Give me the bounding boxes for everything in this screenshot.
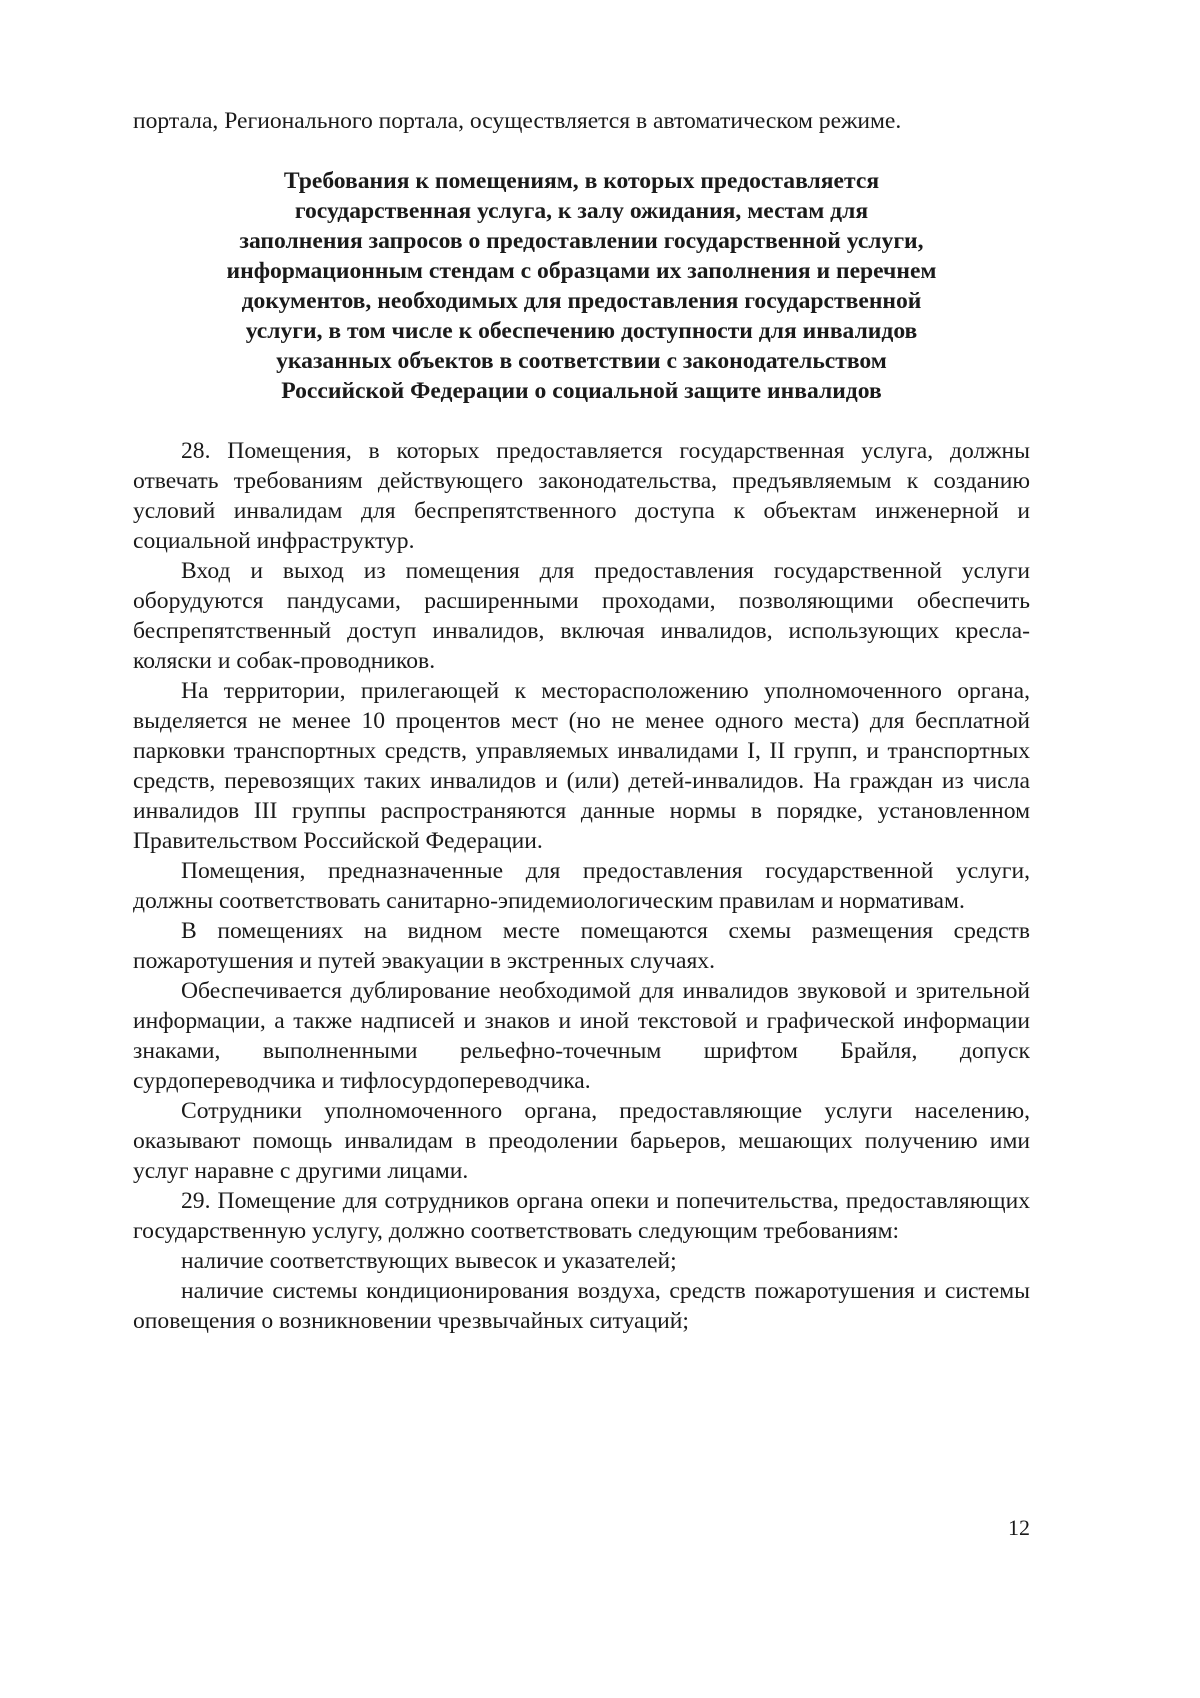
- document-page: [133, 106, 1030, 1336]
- heading-line: услуги, в том числе к обеспечению доступности для инвалидов: [245, 318, 918, 344]
- document-body: [133, 436, 1030, 1336]
- paragraph: В помещениях на видном месте помещаются схемы размещения средств пожаротушения и путей эвакуации в экстренных случаях.: [133, 918, 1030, 974]
- heading-line: государственная услуга, к залу ожидания, местам для: [294, 198, 869, 224]
- paragraph: 28. Помещения, в которых предоставляется государственная услуга, должны отвечать требованиям действующего законодательства, предъявляемым к созданию условий инвалидам для беспрепятственного доступа к объектам инженерной и социальной инфраструктур.: [133, 438, 1030, 554]
- heading-line: Требования к помещениям, в которых предоставляется: [283, 168, 880, 194]
- paragraph: наличие системы кондиционирования воздуха, средств пожаротушения и системы оповещения о возникновении чрезвычайных ситуаций;: [133, 1278, 1030, 1334]
- intro-line: портала, Регионального портала, осуществляется в автоматическом режиме.: [133, 108, 902, 134]
- paragraph: 29. Помещение для сотрудников органа опеки и попечительства, предоставляющих государственную услугу, должно соответствовать следующим требованиям:: [133, 1188, 1030, 1244]
- page-number: 12: [1008, 1515, 1030, 1540]
- heading-line: Российской Федерации о социальной защите инвалидов: [281, 378, 882, 404]
- section-heading: [133, 166, 1030, 406]
- paragraph: Сотрудники уполномоченного органа, предоставляющие услуги населению, оказывают помощь инвалидам в преодолении барьеров, мешающих получению ими услуг наравне с другими лицами.: [133, 1098, 1030, 1184]
- paragraph: Вход и выход из помещения для предоставления государственной услуги оборудуются пандусами, расширенными проходами, позволяющими обеспечить беспрепятственный доступ инвалидов, включая инвалидов, использующих кресла-коляски и собак-проводников.: [133, 558, 1030, 674]
- heading-line: информационным стендам с образцами их заполнения и перечнем: [226, 258, 937, 284]
- paragraph: Помещения, предназначенные для предоставления государственной услуги, должны соответствовать санитарно-эпидемиологическим правилам и нормативам.: [133, 858, 1030, 914]
- paragraph: наличие соответствующих вывесок и указателей;: [181, 1248, 677, 1274]
- paragraph: На территории, прилегающей к месторасположению уполномоченного органа, выделяется не менее 10 процентов мест (но не менее одного места) для бесплатной парковки транспортных средств, управляемых инвалидами I, II групп, и транспортных средств, перевозящих таких инвалидов и (или) детей-инвалидов. На граждан из числа инвалидов III группы распространяются данные нормы в порядке, установленном Правительством Российской Федерации.: [133, 678, 1030, 854]
- heading-line: документов, необходимых для предоставления государственной: [241, 288, 922, 314]
- heading-line: заполнения запросов о предоставлении государственной услуги,: [239, 228, 924, 254]
- heading-line: указанных объектов в соответствии с законодательством: [276, 348, 887, 374]
- paragraph: Обеспечивается дублирование необходимой для инвалидов звуковой и зрительной информации, а также надписей и знаков и иной текстовой и графической информации знаками, выполненными рельефно-точечным шрифтом Брайля, допуск сурдопереводчика и тифлосурдопереводчика.: [133, 978, 1030, 1094]
